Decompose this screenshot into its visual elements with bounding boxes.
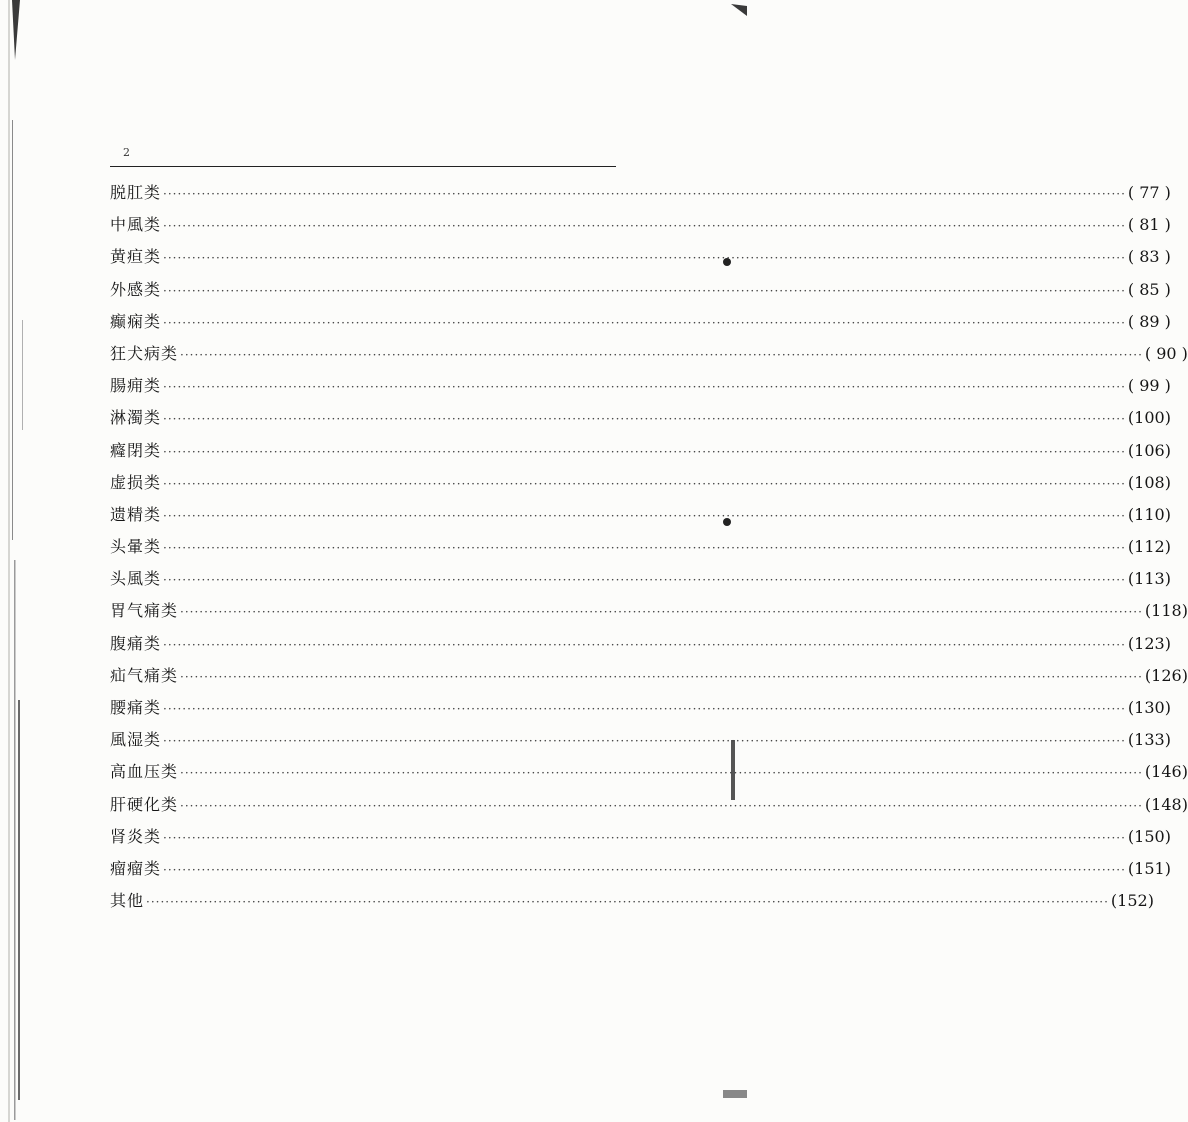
toc-entry-title: 遗精类	[110, 504, 162, 524]
toc-entry	[110, 247, 1171, 279]
toc-entry-title: 癫痫类	[110, 311, 162, 331]
toc-entry	[110, 183, 1171, 215]
toc-entry	[110, 633, 1171, 666]
toc-dot-leader: ········································································································································································································	[163, 508, 1126, 523]
toc-entry	[110, 343, 1188, 376]
toc-entry	[110, 569, 1171, 601]
toc-entry-page: ( 99 )	[1127, 376, 1171, 396]
toc-entry-title: 头暈类	[110, 537, 162, 557]
toc-entry-title: 黄疸类	[110, 247, 162, 267]
toc-entry	[110, 665, 1188, 698]
toc-dot-leader: ········································································································································································································	[163, 283, 1126, 298]
header-rule	[110, 166, 616, 167]
toc-dot-leader: ········································································································································································································	[163, 251, 1126, 266]
toc-entry	[110, 858, 1171, 891]
toc-entry-title: 淋濁类	[110, 408, 162, 428]
toc-entry	[110, 504, 1171, 537]
toc-entry-page: (150)	[1127, 826, 1171, 846]
toc-entry-page: (108)	[1127, 472, 1171, 492]
toc-dot-leader: ········································································································································································································	[180, 798, 1143, 813]
toc-dot-leader: ········································································································································································································	[163, 541, 1126, 556]
page-number: 2	[123, 146, 130, 159]
toc-entry-page: ( 77 )	[1127, 183, 1171, 202]
toc-entry-page: (133)	[1127, 730, 1171, 750]
toc-entry-page: (118)	[1144, 601, 1188, 621]
toc-entry-title: 腰痛类	[110, 698, 162, 717]
toc-entry	[110, 472, 1171, 505]
toc-dot-leader: ········································································································································································································	[163, 637, 1126, 652]
toc-entry-title: 狂犬病类	[110, 343, 179, 363]
toc-dot-leader: ········································································································································································································	[180, 605, 1143, 620]
toc-entry	[110, 215, 1171, 247]
toc-entry-title: 風湿类	[110, 730, 162, 750]
toc-entry-page: (112)	[1127, 537, 1171, 557]
toc-dot-leader: ········································································································································································································	[180, 347, 1143, 362]
toc-entry-page: (123)	[1127, 633, 1171, 653]
toc-entry-page: ( 90 )	[1144, 343, 1188, 363]
toc-dot-leader: ········································································································································································································	[163, 734, 1126, 749]
toc-entry-title: 外感类	[110, 279, 162, 299]
toc-entry-page: (146)	[1144, 762, 1188, 782]
toc-dot-leader: ········································································································································································································	[163, 862, 1126, 877]
toc-entry-title: 中風类	[110, 215, 162, 235]
toc-dot-leader: ········································································································································································································	[180, 766, 1143, 781]
toc-entry-page: (110)	[1127, 504, 1171, 524]
toc-entry	[110, 794, 1188, 827]
toc-entry-title: 肝硬化类	[110, 794, 179, 814]
toc-entry-title: 肾炎类	[110, 826, 162, 846]
toc-entry-page: (126)	[1144, 665, 1188, 685]
toc-entry	[110, 601, 1188, 633]
toc-entry-page: (100)	[1127, 408, 1171, 428]
toc-entry-page: (151)	[1127, 858, 1171, 878]
toc-entry-title: 高血压类	[110, 762, 179, 782]
toc-dot-leader: ········································································································································································································	[163, 830, 1126, 845]
toc-entry-title: 腸痈类	[110, 376, 162, 396]
toc-entry-page: (152)	[1110, 891, 1154, 911]
toc-entry-page: ( 81 )	[1127, 215, 1171, 235]
toc-entry	[110, 311, 1171, 344]
toc-entry-page: ( 85 )	[1127, 279, 1171, 299]
toc-entry-title: 腹痛类	[110, 633, 162, 653]
toc-entry-title: 其他	[110, 891, 145, 911]
toc-entry	[110, 537, 1171, 569]
toc-entry-title: 癃閉类	[110, 440, 162, 460]
toc-entry	[110, 279, 1171, 312]
toc-entry-title: 虚损类	[110, 472, 162, 492]
toc-dot-leader: ········································································································································································································	[163, 219, 1126, 234]
toc-entry	[110, 891, 1154, 923]
toc-dot-leader: ········································································································································································································	[163, 412, 1126, 427]
toc-entry	[110, 762, 1188, 794]
toc-entry-title: 疝气痛类	[110, 665, 179, 685]
toc-entry	[110, 698, 1171, 730]
toc-dot-leader: ········································································································································································································	[163, 187, 1126, 201]
toc-entry	[110, 376, 1171, 408]
toc-entry	[110, 440, 1171, 473]
toc-entry-title: 胃气痛类	[110, 601, 179, 621]
toc-entry	[110, 408, 1171, 440]
toc-dot-leader: ········································································································································································································	[163, 702, 1126, 716]
toc-dot-leader: ········································································································································································································	[163, 315, 1126, 330]
toc-entry-page: ( 83 )	[1127, 247, 1171, 267]
toc-entry-page: (106)	[1127, 440, 1171, 460]
toc-dot-leader: ········································································································································································································	[180, 669, 1143, 684]
toc-dot-leader: ········································································································································································································	[163, 573, 1126, 588]
toc-dot-leader: ········································································································································································································	[163, 444, 1126, 459]
scan-edge-right-artifact	[717, 0, 747, 1122]
toc-entry-title: 脱肛类	[110, 183, 162, 202]
toc-dot-leader: ········································································································································································································	[146, 895, 1109, 910]
toc-dot-leader: ········································································································································································································	[163, 476, 1126, 491]
toc-dot-leader: ········································································································································································································	[163, 380, 1126, 395]
table-of-contents	[110, 183, 1188, 923]
toc-entry	[110, 730, 1171, 762]
scan-edge-left-artifact	[0, 0, 34, 1122]
toc-entry-page: (113)	[1127, 569, 1171, 589]
toc-entry-title: 瘤瘤类	[110, 858, 162, 878]
toc-entry	[110, 826, 1171, 859]
toc-entry-page: (148)	[1144, 794, 1188, 814]
toc-entry-title: 头風类	[110, 569, 162, 589]
toc-entry-page: ( 89 )	[1127, 311, 1171, 331]
toc-entry-page: (130)	[1127, 698, 1171, 717]
